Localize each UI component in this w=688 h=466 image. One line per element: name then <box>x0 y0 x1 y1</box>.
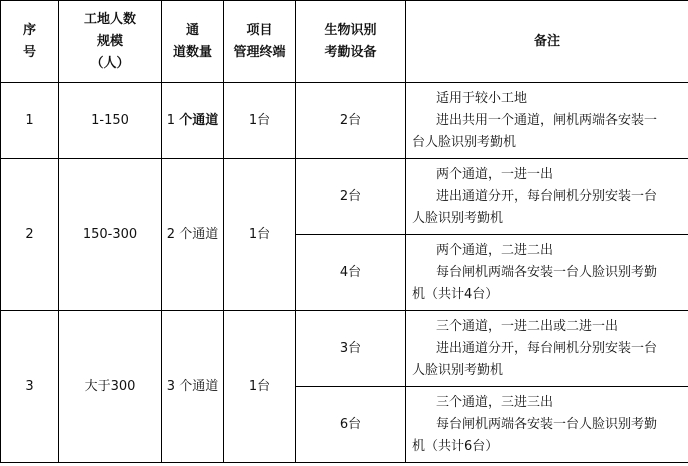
table-row <box>1 159 688 235</box>
cell-terminal: 1台 <box>224 311 296 463</box>
cell-channels <box>162 83 224 159</box>
remark-line: 适用于较小工地 <box>436 90 528 106</box>
cell-devices: 2台 <box>296 83 406 159</box>
header-scale <box>59 1 162 83</box>
remark-line: 三个通道，一进二出或二进一出 <box>436 318 619 334</box>
header-devices-line2: 考勤设备 <box>324 44 377 60</box>
remark-line: 进出通道分开，每台闸机分别安装一台 <box>436 340 658 356</box>
header-channels <box>162 1 224 83</box>
cell-channels-count: 1 <box>166 112 176 128</box>
header-terminal-line2: 管理终端 <box>233 44 286 60</box>
cell-channels <box>162 159 224 311</box>
header-devices <box>296 1 406 83</box>
remark-line: 机（共计6台） <box>412 438 499 454</box>
header-scale-line1: 工地人数 <box>83 11 136 27</box>
cell-devices: 6台 <box>296 387 406 463</box>
cell-devices: 4台 <box>296 235 406 311</box>
cell-seq: 2 <box>1 159 59 311</box>
cell-remark <box>406 387 688 463</box>
header-scale-line2: 规模 <box>96 33 123 49</box>
cell-channels-unit: 个通道 <box>179 112 219 128</box>
cell-channels-unit: 个通道 <box>179 378 219 394</box>
cell-remark <box>406 159 688 235</box>
header-channels-line2: 道数量 <box>172 44 212 60</box>
header-seq-line1: 序 <box>22 22 36 38</box>
header-devices-line1: 生物识别 <box>324 22 377 38</box>
remark-line: 人脸识别考勤机 <box>412 362 504 378</box>
cell-remark <box>406 235 688 311</box>
header-row <box>1 1 688 83</box>
remark-line: 进出通道分开，每台闸机分别安装一台 <box>436 188 658 204</box>
cell-channels-count: 3 <box>166 378 176 394</box>
header-remark: 备注 <box>406 1 688 83</box>
cell-terminal: 1台 <box>224 83 296 159</box>
cell-devices: 3台 <box>296 311 406 387</box>
remark-line: 每台闸机两端各安装一台人脸识别考勤 <box>436 264 658 280</box>
cell-scale: 大于300 <box>59 311 162 463</box>
cell-remark <box>406 83 688 159</box>
header-terminal <box>224 1 296 83</box>
remark-line: 每台闸机两端各安装一台人脸识别考勤 <box>436 416 658 432</box>
header-terminal-line1: 项目 <box>246 22 273 38</box>
header-seq-line2: 号 <box>22 44 36 60</box>
table-row <box>1 311 688 387</box>
cell-channels-unit: 个通道 <box>179 226 219 242</box>
header-scale-line3: （人） <box>90 55 130 71</box>
remark-line: 三个通道，三进三出 <box>436 394 554 410</box>
remark-line: 两个通道，一进一出 <box>436 166 554 182</box>
cell-devices: 2台 <box>296 159 406 235</box>
cell-terminal: 1台 <box>224 159 296 311</box>
header-seq <box>1 1 59 83</box>
cell-seq: 1 <box>1 83 59 159</box>
cell-scale: 150-300 <box>59 159 162 311</box>
cell-scale: 1-150 <box>59 83 162 159</box>
cell-channels <box>162 311 224 463</box>
remark-line: 两个通道，二进二出 <box>436 242 554 258</box>
remark-line: 人脸识别考勤机 <box>412 210 504 226</box>
table-row <box>1 83 688 159</box>
cell-remark <box>406 311 688 387</box>
remark-line: 机（共计4台） <box>412 286 499 302</box>
remark-line: 进出共用一个通道，闸机两端各安装一 <box>436 112 658 128</box>
remark-line: 台人脸识别考勤机 <box>412 134 517 150</box>
header-channels-line1: 通 <box>185 22 199 38</box>
cell-channels-count: 2 <box>166 226 176 242</box>
cell-seq: 3 <box>1 311 59 463</box>
